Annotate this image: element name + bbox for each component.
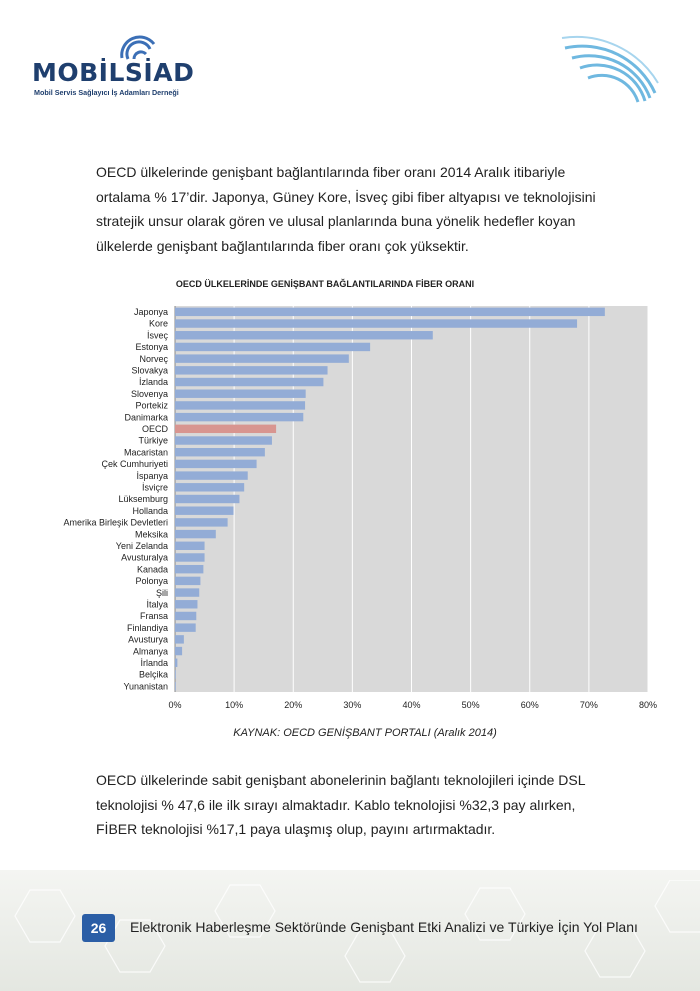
x-tick-label: 40% — [402, 700, 421, 710]
bar — [175, 530, 216, 538]
x-tick-label: 60% — [520, 700, 539, 710]
category-label: İrlanda — [140, 657, 168, 668]
chart-source: KAYNAK: OECD GENİŞBANT PORTALI (Aralık 2014) — [233, 727, 497, 739]
x-tick-label: 70% — [579, 700, 598, 710]
bar — [175, 413, 303, 421]
category-label: Lüksemburg — [118, 494, 168, 505]
category-label: Meksika — [134, 529, 168, 540]
bar — [175, 670, 176, 678]
category-label: Estonya — [135, 342, 168, 353]
second-paragraph: OECD ülkelerinde sabit genişbant abonelerinin bağlantı teknolojileri içinde DSL teknolojisi % 47,6 ile ilk sırayı almaktadır. Kablo teknolojisi %32,3 pay alırken, FİBER teknolojisi %17,1 paya ulaşmış olup, payını artırmaktadır. — [96, 772, 585, 837]
bar — [175, 343, 370, 351]
bar — [175, 354, 349, 362]
category-label: Kore — [148, 318, 168, 329]
footer-title: Elektronik Haberleşme Sektöründe Genişbant Etki Analizi ve Türkiye İçin Yol Planı — [130, 919, 638, 935]
category-label: Slovenya — [130, 388, 168, 399]
signal-arcs-icon — [118, 32, 158, 60]
category-label: Yeni Zelanda — [115, 540, 168, 551]
bar — [175, 471, 248, 479]
bar — [175, 495, 239, 503]
category-label: Türkiye — [138, 435, 168, 446]
bar — [175, 518, 228, 526]
bar — [175, 612, 196, 620]
bar — [175, 460, 257, 468]
category-label: Norveç — [139, 353, 168, 364]
category-label: Almanya — [132, 646, 168, 657]
bar — [175, 553, 205, 561]
bar — [175, 588, 199, 596]
bar — [175, 401, 305, 409]
category-label: Finlandiya — [126, 622, 168, 633]
fiber-ratio-bar-chart — [0, 300, 700, 720]
category-label: Çek Cumhuriyeti — [101, 459, 168, 470]
intro-paragraph: OECD ülkelerinde genişbant bağlantılarında fiber oranı 2014 Aralık itibariyle ortalama % 17’dir. Japonya, Güney Kore, İsveç gibi fiber altyapısı ve teknolojisini stratejik unsur olarak gören ve ulusal planlarında buna yönelik hedefler koyan ülkelerde genişbant bağlantılarında fiber oranı çok yüksektir. — [96, 164, 596, 254]
bar — [175, 425, 276, 433]
bar — [175, 390, 306, 398]
bar — [175, 506, 234, 514]
mobilsiad-logo — [30, 32, 195, 102]
bar — [175, 623, 196, 631]
category-label: Belçika — [138, 669, 168, 680]
logo-subtitle: Mobil Servis Sağlayıcı İş Adamları Derneği — [34, 88, 179, 97]
x-tick-label: 10% — [225, 700, 244, 710]
bar — [175, 682, 176, 690]
bar — [175, 436, 272, 444]
category-label: Portekiz — [135, 400, 168, 411]
category-label: Fransa — [139, 611, 168, 622]
category-label: İtalya — [146, 599, 168, 610]
category-label: Yunanistan — [123, 681, 168, 692]
category-label: Polonya — [135, 576, 168, 587]
category-label: Şili — [155, 587, 168, 598]
category-label: Amerika Birleşik Devletleri — [63, 517, 168, 528]
x-tick-label: 0% — [168, 700, 182, 710]
category-label: Kanada — [136, 564, 168, 575]
category-label: İzlanda — [138, 377, 168, 388]
category-label: İsviçre — [141, 482, 168, 493]
category-label: Avusturalya — [121, 552, 168, 563]
bar — [175, 647, 182, 655]
category-label: OECD — [141, 424, 168, 435]
category-label: Avusturya — [128, 634, 168, 645]
x-tick-label: 30% — [343, 700, 362, 710]
bar — [175, 308, 605, 316]
x-tick-label: 80% — [638, 700, 658, 710]
bar — [175, 659, 177, 667]
category-label: Japonya — [133, 307, 168, 318]
bar — [175, 366, 328, 374]
page-number-badge: 26 — [82, 914, 115, 942]
category-label: İsveç — [146, 330, 168, 341]
category-label: İspanya — [136, 470, 168, 481]
bar — [175, 483, 244, 491]
bar — [175, 600, 197, 608]
bar — [175, 331, 433, 339]
bar — [175, 378, 323, 386]
logo-name: MOBİLSİAD — [32, 58, 195, 87]
bar — [175, 565, 203, 573]
bar — [175, 542, 205, 550]
decorative-arcs-icon — [560, 28, 660, 103]
category-label: Macaristan — [123, 447, 168, 458]
bar — [175, 635, 184, 643]
category-label: Danimarka — [124, 412, 168, 423]
bar — [175, 577, 200, 585]
category-label: Slovakya — [131, 365, 168, 376]
category-label: Hollanda — [132, 505, 168, 516]
bar — [175, 448, 265, 456]
bar — [175, 319, 577, 327]
x-tick-label: 20% — [284, 700, 303, 710]
chart-title: OECD ÜLKELERİNDE GENİŞBANT BAĞLANTILARINDA FİBER ORANI — [175, 279, 475, 289]
x-tick-label: 50% — [461, 700, 480, 710]
